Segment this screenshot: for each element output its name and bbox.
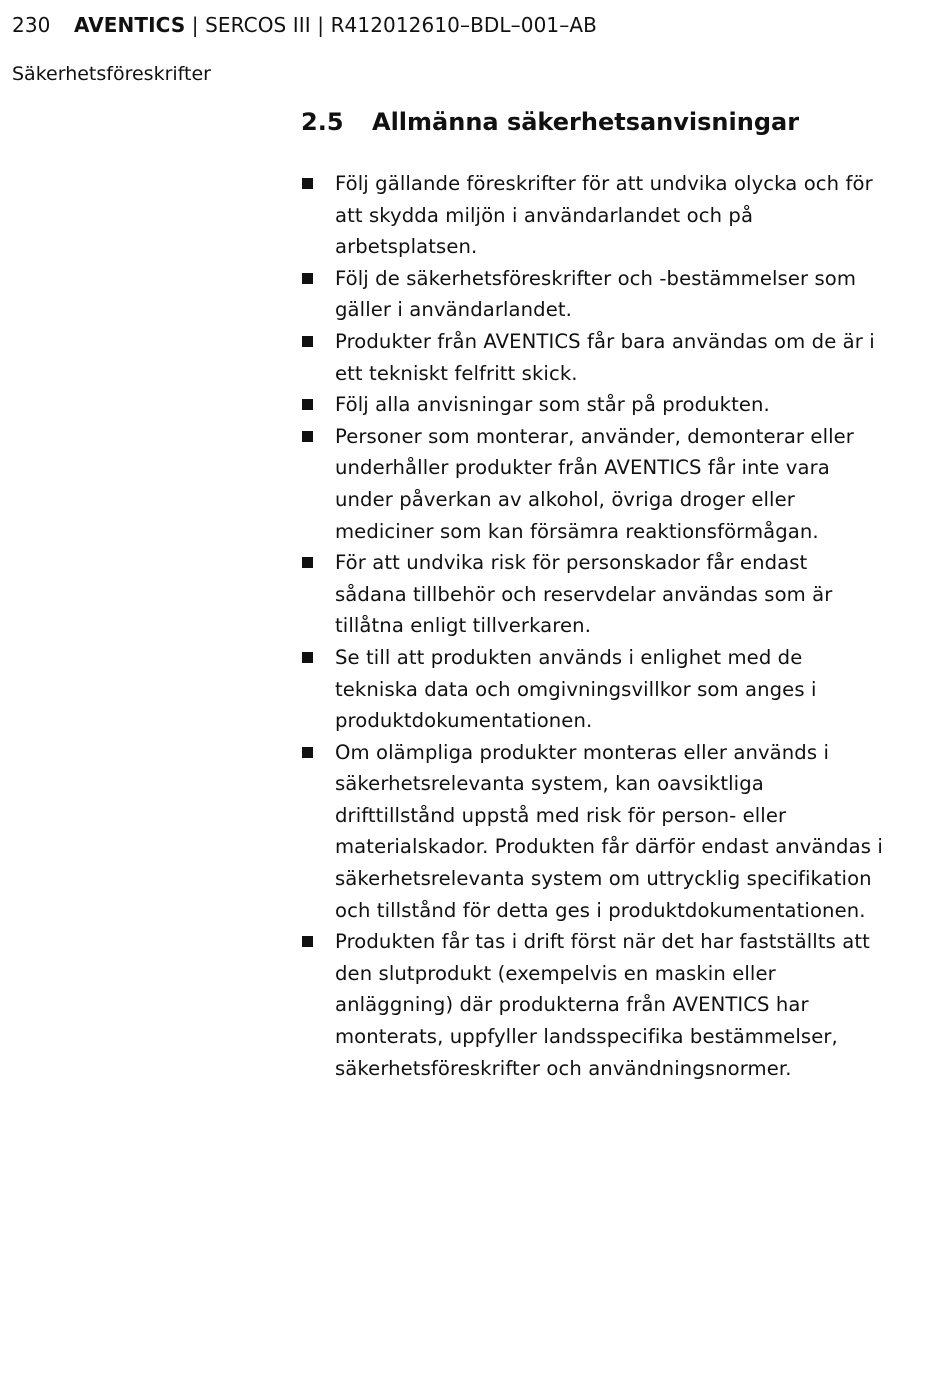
list-item-text: För att undvika risk för personskador får endast sådana tillbehör och reservdelar användas som är tillåtna enligt tillverkaren. (335, 551, 833, 638)
running-section-label: Säkerhetsföreskrifter (12, 63, 211, 85)
square-bullet-icon (302, 557, 313, 568)
square-bullet-icon (302, 273, 313, 284)
square-bullet-icon (302, 336, 313, 347)
list-item (300, 263, 884, 326)
list-item-text: Se till att produkten används i enlighet med de tekniska data och omgivningsvillkor som anges i produktdokumentationen. (335, 645, 817, 733)
list-item-text: Följ alla anvisningar som står på produkten. (335, 393, 770, 417)
square-bullet-icon (302, 399, 313, 410)
list-item-text: Produkten får tas i drift först när det har fastställts att den slutprodukt (exempelvis en maskin eller anläggning) där produkterna från AVENTICS har monterats, uppfyller landsspecifika bestämmelser, säkerhetsföreskrifter och användningsnormer. (335, 930, 870, 1080)
list-item (300, 737, 884, 927)
list-item (300, 168, 884, 263)
list-item-text: Produkter från AVENTICS får bara användas om de är i ett tekniskt felfritt skick. (335, 329, 875, 385)
section-number: 2.5 (301, 108, 344, 136)
list-item (300, 421, 884, 547)
page-header (12, 11, 597, 39)
list-item-text: Om olämpliga produkter monteras eller används i säkerhetsrelevanta system, kan oavsiktliga drifttillstånd uppstå med risk för person- eller materialskador. Produkten får därför endast användas i säkerhetsrelevanta system om uttrycklig specifikation och tillstånd för detta ges i produktdokumentationen. (335, 740, 883, 922)
list-item-text: Följ gällande föreskrifter för att undvika olycka och för att skydda miljön i användarlandet och på arbetsplatsen. (335, 172, 873, 259)
square-bullet-icon (302, 431, 313, 442)
section-heading (301, 104, 799, 140)
page-number: 230 (12, 13, 51, 37)
square-bullet-icon (302, 178, 313, 189)
list-item (300, 326, 884, 389)
list-item (300, 642, 884, 737)
list-item-text: Personer som monterar, använder, demonterar eller underhåller produkter från AVENTICS får inte vara under påverkan av alkohol, övriga droger eller mediciner som kan försämra reaktionsförmågan. (335, 424, 854, 543)
list-item (300, 389, 884, 421)
list-item (300, 547, 884, 642)
safety-instructions-list (300, 168, 884, 1084)
square-bullet-icon (302, 652, 313, 663)
brand-name: AVENTICS (74, 13, 186, 37)
section-title: Allmänna säkerhetsanvisningar (372, 108, 800, 136)
document-code: R412012610–BDL–001–AB (330, 13, 597, 37)
header-separator: | (310, 13, 331, 37)
square-bullet-icon (302, 936, 313, 947)
header-separator: | (185, 13, 206, 37)
list-item (300, 926, 884, 1084)
product-name: SERCOS III (205, 13, 311, 37)
square-bullet-icon (302, 747, 313, 758)
list-item-text: Följ de säkerhetsföreskrifter och -bestämmelser som gäller i användarlandet. (335, 266, 857, 322)
